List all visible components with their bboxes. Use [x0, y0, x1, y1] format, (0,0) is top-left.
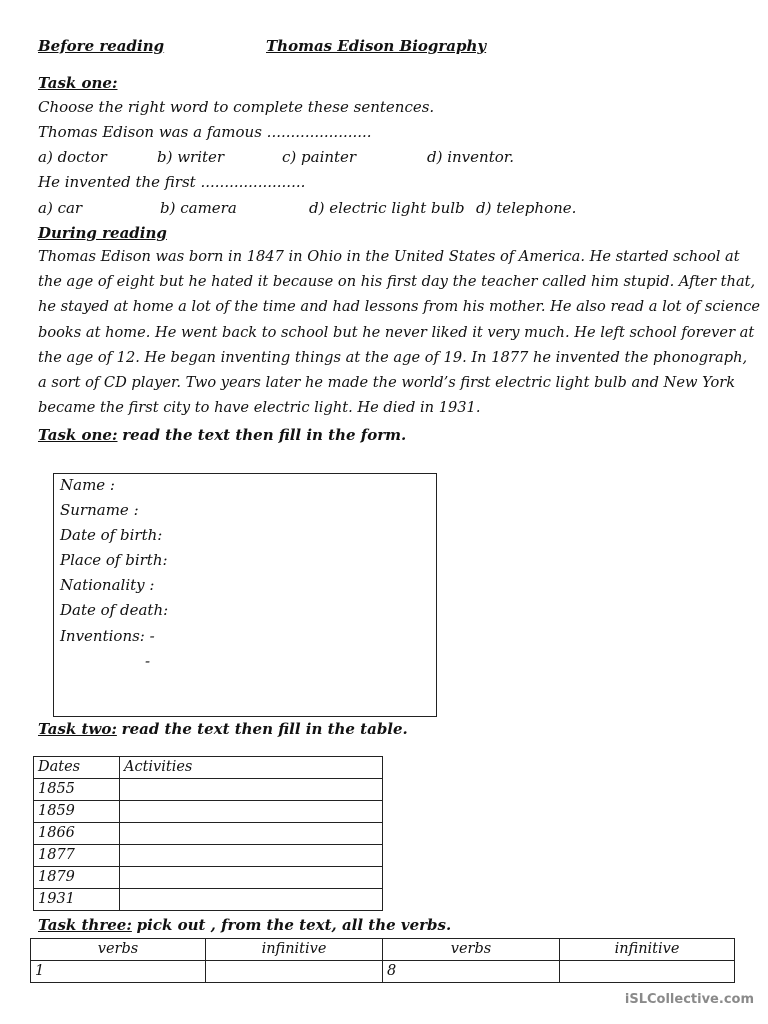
question-one-stem: Thomas Edison was a famous ...................... [38, 123, 372, 141]
column-header-verbs: verbs [31, 939, 206, 961]
q1-option-b: b) writer [157, 148, 225, 166]
form-field-surname[interactable]: Surname : [60, 501, 139, 519]
date-cell: 1877 [34, 845, 120, 867]
column-header-verbs-2: verbs [383, 939, 560, 961]
q2-option-b: b) camera [160, 199, 237, 217]
personal-info-form [53, 473, 437, 717]
task-one-form-instruction-line [38, 425, 406, 445]
passage-line: he stayed at home a lot of the time and had lessons from his mother. He also read a lot of science [38, 298, 761, 316]
column-header-activities: Activities [120, 757, 383, 779]
during-reading-heading: During reading [38, 224, 167, 242]
form-field-place-of-birth[interactable]: Place of birth: [60, 551, 168, 569]
q2-option-a: a) car [38, 199, 83, 217]
activity-cell[interactable] [120, 801, 383, 823]
task-one-form-heading: Task one: [38, 426, 118, 444]
date-cell: 1879 [34, 867, 120, 889]
table-row [34, 889, 383, 911]
task-one-form-instruction: read the text then fill in the form. [122, 426, 407, 444]
q2-option-c: d) electric light bulb [309, 199, 465, 217]
task-three-instruction: pick out , from the text, all the verbs. [136, 916, 452, 934]
table-row [34, 867, 383, 889]
task-three-heading: Task three: [38, 916, 132, 934]
task-three-instruction-line [38, 915, 451, 935]
infinitive-cell[interactable] [206, 961, 383, 983]
activity-cell[interactable] [120, 779, 383, 801]
q1-option-a: a) doctor [38, 148, 107, 166]
table-row [34, 845, 383, 867]
verb-cell[interactable]: 1 [31, 961, 206, 983]
table-row [34, 823, 383, 845]
task-two-instruction: read the text then fill in the table. [121, 720, 408, 738]
task-two-heading: Task two: [38, 720, 117, 738]
activity-cell[interactable] [120, 889, 383, 911]
form-field-date-of-birth[interactable]: Date of birth: [60, 526, 163, 544]
question-two-stem: He invented the first ...................... [38, 173, 306, 191]
q1-option-d: d) inventor. [427, 148, 515, 166]
column-header-infinitive-2: infinitive [560, 939, 735, 961]
form-field-nationality[interactable]: Nationality : [60, 576, 155, 594]
task-one-heading: Task one: [38, 74, 118, 92]
table-header-row [34, 757, 383, 779]
verbs-table [30, 938, 735, 983]
form-field-inventions-2[interactable]: - [145, 652, 151, 670]
column-header-dates: Dates [34, 757, 120, 779]
q2-option-d: d) telephone. [476, 199, 577, 217]
date-cell: 1866 [34, 823, 120, 845]
activity-cell[interactable] [120, 823, 383, 845]
passage-line: Thomas Edison was born in 1847 in Ohio in the United States of America. He started school at [38, 248, 740, 265]
table-row [34, 801, 383, 823]
activity-cell[interactable] [120, 845, 383, 867]
before-reading-label: Before reading [38, 37, 165, 55]
form-field-inventions[interactable]: Inventions: - [60, 627, 155, 645]
date-cell: 1931 [34, 889, 120, 911]
dates-activities-table [33, 756, 383, 911]
passage-line: the age of eight but he hated it because on his first day the teacher called him stupid. After that, [38, 273, 756, 291]
q1-option-c: c) painter [282, 148, 357, 166]
infinitive-cell[interactable] [560, 961, 735, 983]
islcollective-watermark: iSLCollective.com [624, 992, 754, 1007]
date-cell: 1855 [34, 779, 120, 801]
date-cell: 1859 [34, 801, 120, 823]
passage-line: books at home. He went back to school but he never liked it very much. He left school forever at [38, 323, 755, 341]
table-row [31, 961, 735, 983]
task-one-instruction: Choose the right word to complete these sentences. [38, 98, 435, 116]
passage-line: a sort of CD player. Two years later he made the world’s first electric light bulb and New York [38, 374, 736, 392]
form-field-name[interactable]: Name : [60, 476, 115, 494]
table-row [34, 779, 383, 801]
column-header-infinitive: infinitive [206, 939, 383, 961]
form-field-date-of-death[interactable]: Date of death: [60, 601, 169, 619]
reading-passage [38, 244, 761, 420]
passage-line: the age of 12. He began inventing things at the age of 19. In 1877 he invented the phonograph, [38, 348, 748, 366]
task-two-instruction-line [38, 719, 408, 739]
table-header-row [31, 939, 735, 961]
worksheet-title: Thomas Edison Biography [266, 37, 487, 55]
activity-cell[interactable] [120, 867, 383, 889]
verb-cell[interactable]: 8 [383, 961, 560, 983]
passage-line: became the first city to have electric light. He died in 1931. [38, 399, 481, 417]
